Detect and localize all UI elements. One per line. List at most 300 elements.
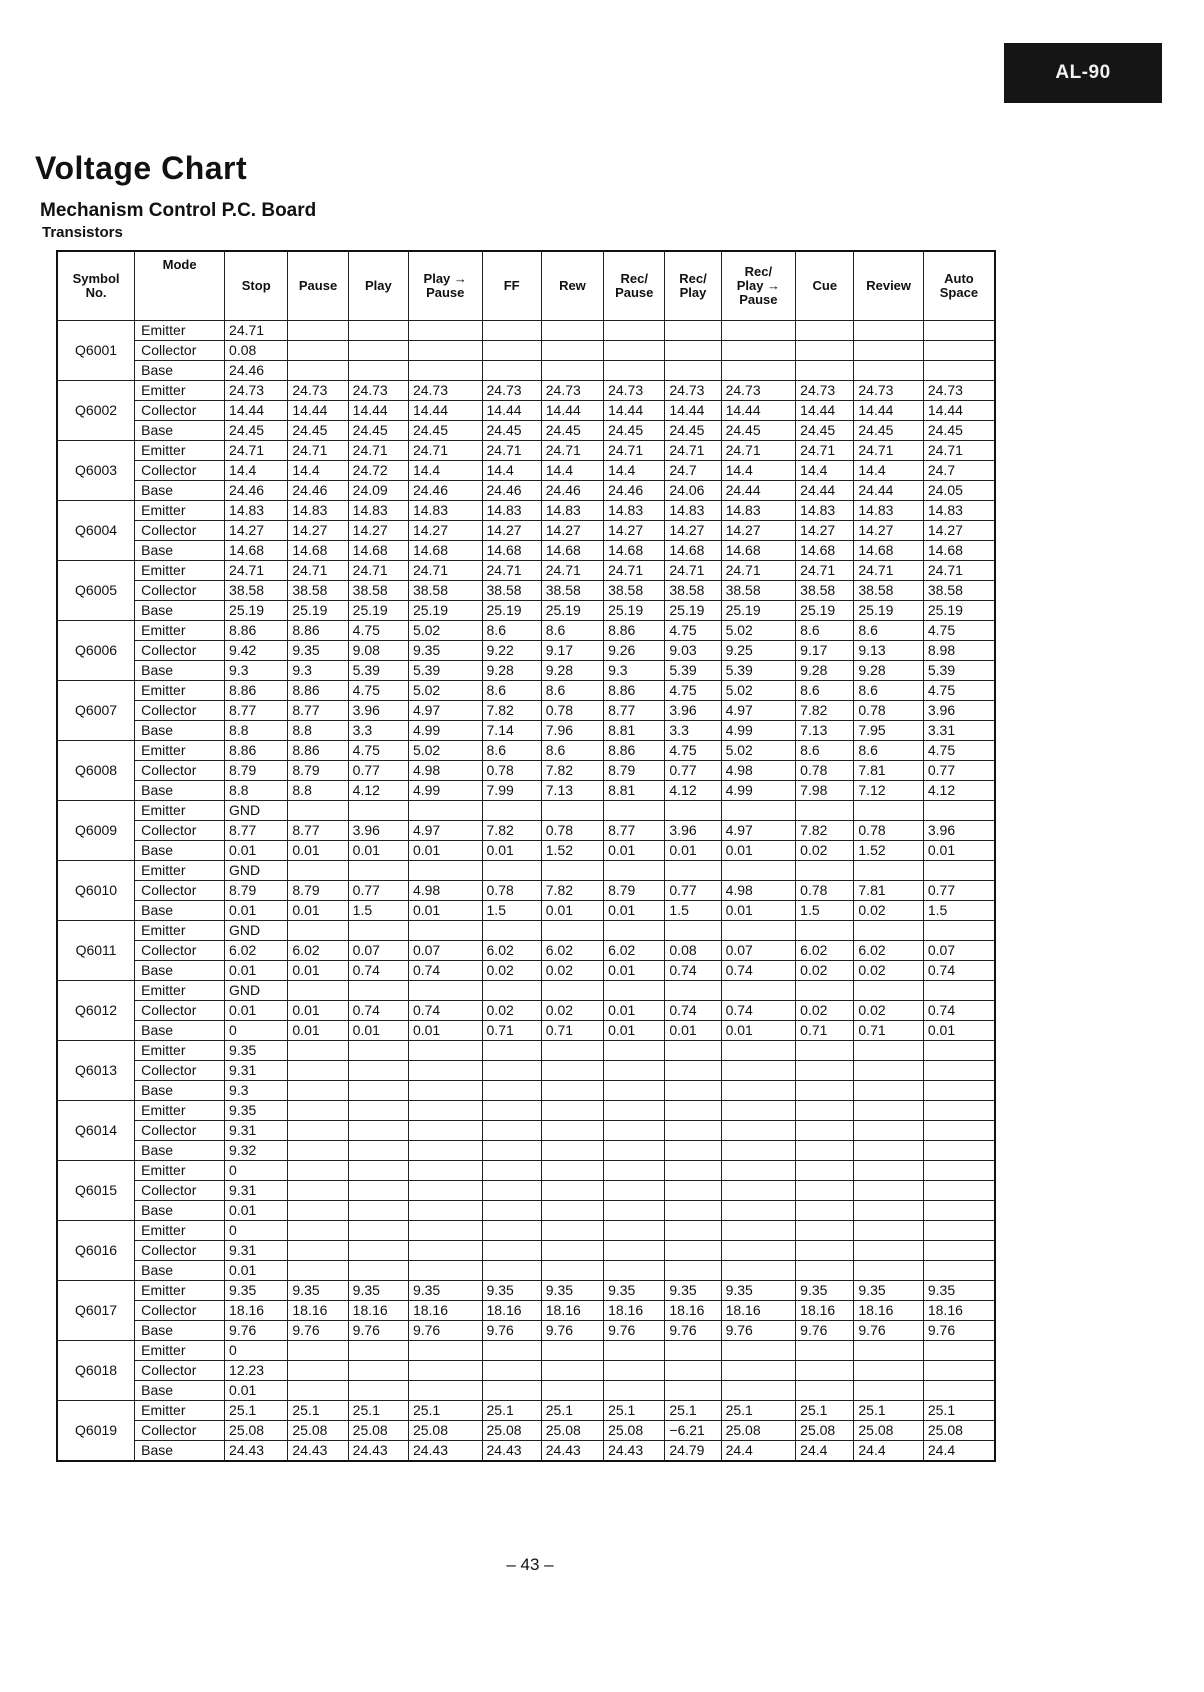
voltage-cell [482, 1201, 541, 1221]
terminal-label: Emitter [135, 1101, 225, 1121]
header-row [57, 251, 995, 321]
terminal-label: Emitter [135, 561, 225, 581]
terminal-label: Collector [135, 761, 225, 781]
voltage-cell [721, 1061, 796, 1081]
voltage-cell: 0.77 [923, 761, 995, 781]
voltage-cell: 0.01 [604, 961, 665, 981]
voltage-cell: 24.46 [288, 481, 348, 501]
voltage-cell: 24.09 [348, 481, 408, 501]
terminal-label: Base [135, 541, 225, 561]
voltage-cell [796, 1181, 854, 1201]
voltage-cell: 9.35 [541, 1281, 603, 1301]
transistor-symbol: Q6007 [57, 681, 135, 741]
voltage-cell: 8.6 [854, 741, 923, 761]
voltage-cell: 24.73 [541, 381, 603, 401]
voltage-cell: 25.08 [225, 1421, 288, 1441]
voltage-cell: 14.68 [482, 541, 541, 561]
voltage-cell: 24.73 [854, 381, 923, 401]
voltage-cell: 8.6 [541, 621, 603, 641]
voltage-cell [288, 1101, 348, 1121]
mode-header-cell [408, 251, 482, 321]
voltage-cell: 14.27 [854, 521, 923, 541]
voltage-cell [288, 1261, 348, 1281]
voltage-cell: GND [225, 921, 288, 941]
voltage-cell: 14.83 [482, 501, 541, 521]
voltage-cell: 18.16 [225, 1301, 288, 1321]
voltage-cell: 0.78 [482, 761, 541, 781]
voltage-cell: 1.52 [854, 841, 923, 861]
voltage-cell: 9.76 [482, 1321, 541, 1341]
voltage-cell [482, 341, 541, 361]
voltage-cell [923, 1121, 995, 1141]
section-label: Transistors [42, 224, 123, 241]
voltage-cell: 9.3 [225, 1081, 288, 1101]
voltage-cell [348, 1081, 408, 1101]
table-row [57, 1061, 995, 1081]
voltage-cell: 3.96 [348, 701, 408, 721]
voltage-cell: 24.4 [796, 1441, 854, 1462]
voltage-cell [408, 1201, 482, 1221]
voltage-cell: 24.45 [348, 421, 408, 441]
voltage-cell: 14.44 [923, 401, 995, 421]
voltage-cell [541, 1081, 603, 1101]
mode-header-line: Play [364, 278, 392, 293]
voltage-cell: 5.02 [408, 741, 482, 761]
voltage-cell: 24.71 [408, 441, 482, 461]
voltage-cell [348, 1201, 408, 1221]
voltage-cell: 0.01 [604, 1001, 665, 1021]
voltage-cell: 14.27 [482, 521, 541, 541]
voltage-cell [923, 1181, 995, 1201]
voltage-cell: 25.1 [408, 1401, 482, 1421]
symbol-header-line: Symbol [72, 271, 120, 286]
voltage-cell: 6.02 [541, 941, 603, 961]
voltage-cell [796, 1361, 854, 1381]
mode-header-cell [796, 251, 854, 321]
voltage-cell: 7.13 [796, 721, 854, 741]
voltage-cell: 0.01 [288, 1001, 348, 1021]
voltage-cell [721, 1201, 796, 1221]
voltage-cell: 9.35 [288, 1281, 348, 1301]
mode-header-line: Pause [426, 285, 465, 300]
voltage-cell: 4.98 [721, 881, 796, 901]
transistor-symbol: Q6011 [57, 921, 135, 981]
voltage-cell: 14.68 [923, 541, 995, 561]
voltage-cell: 0.78 [541, 821, 603, 841]
voltage-cell: 14.27 [288, 521, 348, 541]
voltage-cell [408, 361, 482, 381]
mode-header-label: Mode [162, 257, 197, 272]
voltage-cell [348, 1241, 408, 1261]
voltage-cell: 38.58 [482, 581, 541, 601]
voltage-cell: 24.71 [225, 441, 288, 461]
voltage-cell [408, 1141, 482, 1161]
voltage-cell [854, 1261, 923, 1281]
voltage-cell: 0.01 [348, 1021, 408, 1041]
voltage-cell [923, 981, 995, 1001]
voltage-cell [665, 361, 721, 381]
voltage-cell: 14.27 [225, 521, 288, 541]
voltage-cell [665, 1241, 721, 1261]
voltage-cell: 7.98 [796, 781, 854, 801]
voltage-cell [541, 801, 603, 821]
voltage-cell: 24.46 [482, 481, 541, 501]
voltage-cell: 14.44 [665, 401, 721, 421]
voltage-cell [721, 1341, 796, 1361]
transistor-symbol: Q6005 [57, 561, 135, 621]
voltage-cell: 0.78 [796, 881, 854, 901]
voltage-cell: 0.08 [665, 941, 721, 961]
voltage-cell [288, 801, 348, 821]
voltage-cell: 3.96 [665, 821, 721, 841]
voltage-cell [854, 1061, 923, 1081]
terminal-label: Emitter [135, 441, 225, 461]
voltage-cell: 6.02 [796, 941, 854, 961]
voltage-cell: 9.13 [854, 641, 923, 661]
voltage-cell [854, 1101, 923, 1121]
table-row [57, 441, 995, 461]
table-row [57, 561, 995, 581]
voltage-cell: 8.79 [225, 881, 288, 901]
voltage-cell: 14.68 [541, 541, 603, 561]
voltage-cell: 9.76 [408, 1321, 482, 1341]
voltage-cell: 9.76 [288, 1321, 348, 1341]
terminal-label: Emitter [135, 1041, 225, 1061]
voltage-cell: 14.4 [408, 461, 482, 481]
voltage-cell: 0.77 [665, 881, 721, 901]
voltage-cell [541, 1101, 603, 1121]
voltage-cell [348, 321, 408, 341]
voltage-cell: 1.5 [348, 901, 408, 921]
voltage-cell: 24.45 [854, 421, 923, 441]
voltage-cell: 9.76 [541, 1321, 603, 1341]
table-row [57, 941, 995, 961]
terminal-label: Emitter [135, 1341, 225, 1361]
voltage-cell [665, 1381, 721, 1401]
voltage-cell: 0.01 [408, 1021, 482, 1041]
voltage-cell: 14.68 [225, 541, 288, 561]
table-row [57, 721, 995, 741]
voltage-cell: 24.73 [348, 381, 408, 401]
voltage-cell [604, 981, 665, 1001]
terminal-label: Base [135, 661, 225, 681]
voltage-cell: 4.97 [721, 701, 796, 721]
voltage-cell: 24.71 [796, 441, 854, 461]
voltage-cell: 0.02 [796, 961, 854, 981]
voltage-cell: 1.5 [665, 901, 721, 921]
voltage-cell: 24.73 [923, 381, 995, 401]
voltage-cell: 8.8 [288, 781, 348, 801]
voltage-cell [541, 981, 603, 1001]
voltage-cell: 24.45 [796, 421, 854, 441]
voltage-cell: 3.96 [348, 821, 408, 841]
table-row [57, 1301, 995, 1321]
voltage-cell [721, 1041, 796, 1061]
table-row [57, 381, 995, 401]
voltage-cell [796, 321, 854, 341]
voltage-cell [408, 1361, 482, 1381]
voltage-cell: 14.27 [665, 521, 721, 541]
voltage-cell [348, 1161, 408, 1181]
terminal-label: Base [135, 1381, 225, 1401]
terminal-label: Emitter [135, 981, 225, 1001]
transistor-symbol: Q6008 [57, 741, 135, 801]
voltage-cell: 24.73 [604, 381, 665, 401]
voltage-cell: 9.42 [225, 641, 288, 661]
table-row [57, 461, 995, 481]
voltage-cell: 25.1 [721, 1401, 796, 1421]
voltage-cell: 5.02 [408, 681, 482, 701]
voltage-cell: 25.08 [854, 1421, 923, 1441]
voltage-cell [288, 1221, 348, 1241]
terminal-label: Collector [135, 1001, 225, 1021]
mode-header-line: Review [866, 278, 912, 293]
voltage-cell: 9.76 [796, 1321, 854, 1341]
voltage-cell: 24.45 [225, 421, 288, 441]
voltage-cell [796, 1241, 854, 1261]
voltage-cell: 24.46 [225, 481, 288, 501]
voltage-cell: 4.75 [665, 681, 721, 701]
terminal-label: Base [135, 961, 225, 981]
voltage-cell: 8.86 [225, 741, 288, 761]
voltage-cell: 0.01 [225, 1001, 288, 1021]
voltage-cell [482, 1341, 541, 1361]
voltage-cell [665, 921, 721, 941]
voltage-cell [288, 341, 348, 361]
voltage-table-body [57, 321, 995, 1462]
mode-header-line: Pause [298, 278, 338, 293]
voltage-cell: 7.82 [482, 701, 541, 721]
voltage-cell: 14.27 [923, 521, 995, 541]
transistor-symbol: Q6014 [57, 1101, 135, 1161]
voltage-cell: 0.02 [854, 961, 923, 981]
voltage-cell [854, 321, 923, 341]
voltage-cell [604, 361, 665, 381]
voltage-cell: 14.83 [665, 501, 721, 521]
voltage-cell: 24.44 [721, 481, 796, 501]
terminal-label: Collector [135, 1361, 225, 1381]
voltage-cell: 0.01 [721, 901, 796, 921]
voltage-cell [541, 1161, 603, 1181]
mode-header-line: Rew [559, 278, 586, 293]
mode-header-cell [541, 251, 603, 321]
table-row [57, 1001, 995, 1021]
voltage-cell [288, 921, 348, 941]
voltage-cell: 8.6 [854, 681, 923, 701]
voltage-cell: 18.16 [482, 1301, 541, 1321]
voltage-cell: −6.21 [665, 1421, 721, 1441]
voltage-cell: 0.74 [923, 1001, 995, 1021]
voltage-cell: 0.01 [604, 1021, 665, 1041]
voltage-cell [604, 1341, 665, 1361]
terminal-label: Base [135, 1021, 225, 1041]
terminal-label: Base [135, 781, 225, 801]
voltage-cell: 24.71 [348, 561, 408, 581]
voltage-cell [482, 921, 541, 941]
voltage-cell [796, 1201, 854, 1221]
voltage-cell [482, 1261, 541, 1281]
voltage-cell [348, 1261, 408, 1281]
voltage-cell: 24.71 [721, 441, 796, 461]
voltage-cell: 14.83 [541, 501, 603, 521]
voltage-cell [288, 1241, 348, 1261]
voltage-cell [348, 1121, 408, 1141]
voltage-cell [796, 801, 854, 821]
voltage-cell: 24.45 [604, 421, 665, 441]
voltage-cell: 9.28 [796, 661, 854, 681]
voltage-cell: 4.99 [721, 781, 796, 801]
voltage-cell: 14.83 [721, 501, 796, 521]
table-row [57, 1181, 995, 1201]
voltage-cell [604, 1201, 665, 1221]
voltage-cell [541, 361, 603, 381]
voltage-cell [854, 341, 923, 361]
voltage-cell: 9.35 [604, 1281, 665, 1301]
voltage-cell [721, 341, 796, 361]
voltage-cell [923, 1041, 995, 1061]
table-row [57, 681, 995, 701]
table-row [57, 1081, 995, 1101]
mode-header-cell [225, 251, 288, 321]
table-row [57, 481, 995, 501]
voltage-cell: 24.71 [721, 561, 796, 581]
voltage-cell: 8.77 [225, 701, 288, 721]
voltage-cell: 3.3 [348, 721, 408, 741]
voltage-cell [408, 801, 482, 821]
voltage-cell: 0.07 [721, 941, 796, 961]
table-row [57, 1341, 995, 1361]
mode-header-line: Rec/ [679, 271, 707, 286]
voltage-cell: 8.6 [796, 621, 854, 641]
voltage-cell: 12.23 [225, 1361, 288, 1381]
table-row [57, 861, 995, 881]
voltage-cell: 14.83 [796, 501, 854, 521]
voltage-cell [721, 1241, 796, 1261]
terminal-label: Collector [135, 1241, 225, 1261]
voltage-cell [604, 1221, 665, 1241]
voltage-cell: 8.79 [288, 881, 348, 901]
voltage-cell [923, 1221, 995, 1241]
voltage-cell: 0.77 [923, 881, 995, 901]
voltage-cell [541, 921, 603, 941]
voltage-cell [482, 801, 541, 821]
voltage-cell: 18.16 [288, 1301, 348, 1321]
voltage-cell: 0.78 [854, 821, 923, 841]
terminal-label: Emitter [135, 1161, 225, 1181]
voltage-cell: 4.75 [348, 741, 408, 761]
voltage-cell: 8.77 [225, 821, 288, 841]
voltage-cell: 8.6 [541, 681, 603, 701]
voltage-cell: 38.58 [225, 581, 288, 601]
mode-header-line: Play [679, 285, 707, 300]
voltage-cell [923, 1381, 995, 1401]
voltage-cell [665, 861, 721, 881]
voltage-cell [854, 1141, 923, 1161]
voltage-cell: 24.73 [408, 381, 482, 401]
terminal-label: Emitter [135, 681, 225, 701]
voltage-cell: 14.4 [541, 461, 603, 481]
voltage-cell: 0.02 [854, 1001, 923, 1021]
voltage-cell: 5.39 [721, 661, 796, 681]
voltage-cell [604, 1241, 665, 1261]
voltage-cell: 0.74 [408, 961, 482, 981]
voltage-cell: 9.31 [225, 1061, 288, 1081]
voltage-cell: 14.83 [348, 501, 408, 521]
voltage-cell [665, 1061, 721, 1081]
voltage-cell [923, 1081, 995, 1101]
voltage-cell: 14.27 [348, 521, 408, 541]
voltage-cell: 3.96 [665, 701, 721, 721]
voltage-cell: 0.77 [348, 761, 408, 781]
voltage-cell: 9.28 [482, 661, 541, 681]
voltage-cell: 24.71 [348, 441, 408, 461]
voltage-cell [721, 321, 796, 341]
terminal-label: Base [135, 1201, 225, 1221]
voltage-cell: 38.58 [348, 581, 408, 601]
table-row [57, 1201, 995, 1221]
voltage-cell: 18.16 [604, 1301, 665, 1321]
voltage-cell: 3.31 [923, 721, 995, 741]
voltage-cell: 5.39 [348, 661, 408, 681]
voltage-cell [923, 341, 995, 361]
mode-header-line: Play → [736, 278, 781, 293]
voltage-cell [923, 1361, 995, 1381]
voltage-cell: 0.01 [665, 1021, 721, 1041]
voltage-cell: 0.71 [482, 1021, 541, 1041]
voltage-cell: 8.86 [288, 741, 348, 761]
voltage-cell [665, 1161, 721, 1181]
voltage-cell: 24.4 [721, 1441, 796, 1462]
voltage-cell: 4.98 [408, 881, 482, 901]
voltage-cell [482, 361, 541, 381]
mode-header-line: Cue [812, 278, 838, 293]
voltage-cell: 1.5 [796, 901, 854, 921]
voltage-cell: 9.35 [482, 1281, 541, 1301]
voltage-cell: 9.76 [604, 1321, 665, 1341]
voltage-cell [408, 1241, 482, 1261]
voltage-cell: 4.75 [348, 621, 408, 641]
voltage-cell: 7.95 [854, 721, 923, 741]
voltage-cell: 24.45 [923, 421, 995, 441]
voltage-cell [288, 1041, 348, 1061]
voltage-cell [288, 1121, 348, 1141]
table-row [57, 881, 995, 901]
voltage-cell: 0.07 [408, 941, 482, 961]
voltage-cell: 6.02 [482, 941, 541, 961]
voltage-cell: 9.26 [604, 641, 665, 661]
mode-header-line: Auto [944, 271, 974, 286]
voltage-cell: 4.98 [408, 761, 482, 781]
voltage-cell: 0 [225, 1221, 288, 1241]
voltage-cell: 25.19 [408, 601, 482, 621]
mode-header-cell [604, 251, 665, 321]
transistor-symbol: Q6009 [57, 801, 135, 861]
voltage-cell [348, 1101, 408, 1121]
voltage-cell: 0.01 [288, 841, 348, 861]
voltage-cell [665, 321, 721, 341]
voltage-cell: 8.86 [604, 741, 665, 761]
voltage-cell: 14.27 [721, 521, 796, 541]
table-row [57, 1261, 995, 1281]
mode-header [135, 251, 225, 321]
voltage-cell: 4.75 [923, 621, 995, 641]
voltage-cell [408, 1221, 482, 1241]
table-row [57, 321, 995, 341]
voltage-cell [348, 1341, 408, 1361]
voltage-cell: 24.71 [854, 561, 923, 581]
voltage-cell: 14.44 [541, 401, 603, 421]
voltage-cell: 8.77 [288, 701, 348, 721]
